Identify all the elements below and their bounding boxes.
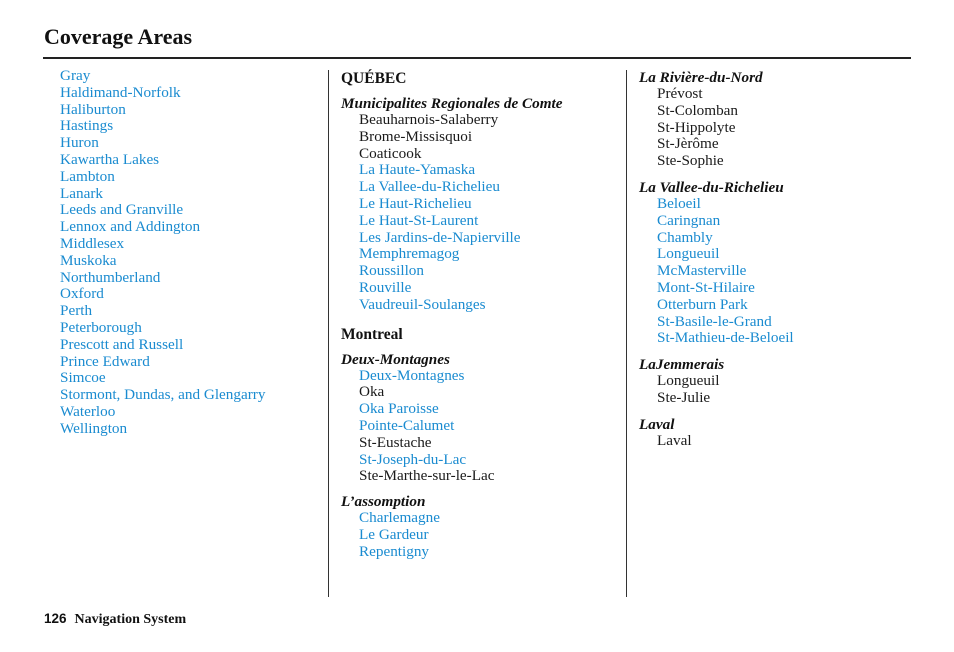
place-link[interactable]: Repentigny bbox=[359, 542, 430, 560]
place-link[interactable]: Leeds and Granville bbox=[60, 201, 184, 219]
place-link[interactable]: La Haute-Yamaska bbox=[359, 161, 476, 179]
page-footer bbox=[44, 611, 186, 628]
place-link[interactable]: Le Haut-St-Laurent bbox=[359, 211, 479, 229]
place-link[interactable]: Northumberland bbox=[60, 268, 161, 286]
place-name: Oka bbox=[359, 383, 385, 401]
place-link[interactable]: Haldimand-Norfolk bbox=[60, 83, 181, 101]
place-link[interactable]: Gray bbox=[60, 67, 91, 84]
place-link[interactable]: Perth bbox=[60, 302, 93, 320]
place-name: Ste-Marthe-sur-le-Lac bbox=[359, 467, 495, 485]
place-link[interactable]: Otterburn Park bbox=[657, 295, 748, 313]
place-name: Ste-Sophie bbox=[657, 152, 724, 170]
section-heading: Municipalites Regionales de Comte bbox=[341, 95, 563, 112]
place-link[interactable]: Prince Edward bbox=[60, 352, 150, 370]
place-link[interactable]: Wellington bbox=[60, 419, 128, 437]
place-link[interactable]: Hastings bbox=[60, 117, 114, 135]
place-link[interactable]: Chambly bbox=[657, 228, 713, 246]
place-link[interactable]: La Vallee-du-Richelieu bbox=[359, 178, 500, 196]
place-link[interactable]: Mont-St-Hilaire bbox=[657, 278, 755, 296]
place-link[interactable]: St-Joseph-du-Lac bbox=[359, 450, 467, 468]
place-name: Longueuil bbox=[657, 372, 720, 390]
place-link[interactable]: Pointe-Calumet bbox=[359, 416, 455, 434]
place-name: Ste-Julie bbox=[657, 388, 711, 406]
place-name: St-Hippolyte bbox=[657, 118, 736, 136]
place-link[interactable]: Simcoe bbox=[60, 369, 106, 387]
footer-section-name: Navigation System bbox=[74, 612, 187, 627]
place-link[interactable]: Muskoka bbox=[60, 251, 117, 269]
place-link[interactable]: Peterborough bbox=[60, 318, 142, 336]
place-link[interactable]: Haliburton bbox=[60, 100, 126, 118]
place-name: St-Colomban bbox=[657, 101, 739, 119]
place-link[interactable]: Prescott and Russell bbox=[60, 335, 184, 353]
place-link[interactable]: Lanark bbox=[60, 184, 104, 202]
place-link[interactable]: Oka Paroisse bbox=[359, 400, 439, 418]
column-divider-1 bbox=[328, 70, 329, 597]
place-link[interactable]: Les Jardins-de-Napierville bbox=[359, 228, 521, 246]
place-link[interactable]: Charlemagne bbox=[359, 509, 440, 527]
place-name: Coaticook bbox=[359, 144, 422, 162]
place-link[interactable]: Oxford bbox=[60, 285, 104, 303]
section-heading: LaJemmerais bbox=[639, 356, 725, 374]
place-name: Brome-Missisquoi bbox=[359, 127, 473, 145]
place-link[interactable]: Lennox and Addington bbox=[60, 218, 201, 236]
place-link[interactable]: Waterloo bbox=[60, 402, 116, 420]
title-rule bbox=[43, 57, 911, 59]
place-link[interactable]: Deux-Montagnes bbox=[359, 366, 465, 384]
section-heading: Laval bbox=[639, 415, 675, 433]
section-heading: Deux-Montagnes bbox=[341, 350, 450, 368]
place-link[interactable]: Le Haut-Richelieu bbox=[359, 194, 472, 212]
place-link[interactable]: Middlesex bbox=[60, 234, 125, 252]
page-number: 126 bbox=[44, 611, 67, 626]
page-title: Coverage Areas bbox=[44, 24, 193, 49]
place-link[interactable]: Memphremagog bbox=[359, 245, 460, 263]
place-link[interactable]: Beloeil bbox=[657, 194, 701, 212]
place-link[interactable]: Lambton bbox=[60, 167, 115, 185]
place-name: Laval bbox=[657, 431, 692, 449]
section-heading: L’assomption bbox=[341, 493, 426, 511]
place-link[interactable]: Kawartha Lakes bbox=[60, 150, 160, 168]
column-divider-2 bbox=[626, 70, 627, 597]
column-quebec-continued bbox=[639, 68, 909, 450]
place-link[interactable]: Longueuil bbox=[657, 245, 720, 263]
region-heading: Montreal bbox=[341, 325, 403, 343]
place-link[interactable]: McMasterville bbox=[657, 262, 747, 280]
province-heading: QUÉBEC bbox=[341, 70, 407, 87]
place-name: St-Eustache bbox=[359, 433, 432, 451]
place-name: Beauharnois-Salaberry bbox=[359, 111, 499, 128]
place-link[interactable]: Roussillon bbox=[359, 262, 424, 280]
column-quebec bbox=[341, 68, 621, 561]
place-link[interactable]: Rouville bbox=[359, 278, 412, 296]
section-heading: La Rivière-du-Nord bbox=[639, 69, 763, 86]
section-heading: La Vallee-du-Richelieu bbox=[639, 178, 784, 196]
place-link[interactable]: Le Gardeur bbox=[359, 525, 429, 543]
place-link[interactable]: Caringnan bbox=[657, 211, 721, 229]
place-link[interactable]: St-Basile-le-Grand bbox=[657, 312, 772, 330]
place-link[interactable]: Stormont, Dundas, and Glengarry bbox=[60, 386, 266, 404]
place-name: Prévost bbox=[657, 85, 703, 102]
column-ontario-list bbox=[60, 68, 320, 438]
place-link[interactable]: Huron bbox=[60, 134, 99, 152]
place-link[interactable]: Vaudreuil-Soulanges bbox=[359, 295, 486, 313]
place-name: St-Jèrôme bbox=[657, 135, 719, 153]
place-link[interactable]: St-Mathieu-de-Beloeil bbox=[657, 329, 794, 347]
